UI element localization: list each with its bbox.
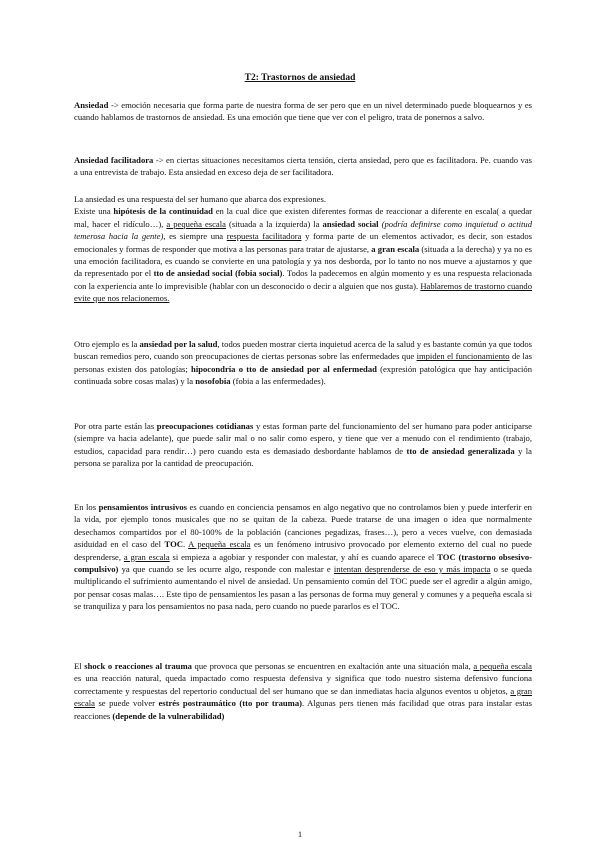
text-run: y estas forman parte del funcionamiento del ser humano para poder anticiparse (siempre va hacia adelante), que puede salir mal o no salir como espero, y tiene que ver a menudo con el rendimiento (trabajo, estudios, capacidad para rendir…) pero cuando esta es demasiado desbordante hablamos de (74, 421, 532, 456)
text-run: Por otra parte están las (74, 421, 157, 431)
underlined-text: A pequeña escala (188, 539, 251, 550)
paragraph-hipotesis-continuidad (74, 193, 532, 305)
bold-term: ansiedad social (322, 218, 379, 229)
paragraph-ansiedad-salud (74, 338, 532, 388)
text-run: ya que cuando se les ocurre algo, responde con malestar e (118, 564, 334, 575)
text-run: es cuando en conciencia pensamos en algo negativo que no controlamos bien y puede interferir en la vida, por ejemplo tonos musicales que no se quitan de la cabeza. Puede tratarse de una imagen o idea que normalmente desechamos compartidos por el 80-100% de la población (canciones pegadizas, frases…), pero a veces vuelve, con demasiada asiduidad en el caso del (74, 502, 532, 550)
underlined-text: a gran escala (74, 685, 532, 709)
bold-term: shock o reacciones al trauma (84, 661, 192, 671)
text-run: y forma parte de un elementos activador, es decir, son estados emocionales y formas de responder que motiva a las personas para tratar de ajustarse, (74, 231, 533, 254)
text-run: es una reacción natural, queda impactado como respuesta defensiva y significa que todo nuestro sistema defensivo funciona correctamente y respuestas del repertorio conductual del ser humano que se dan inmediatas hacia algunos eventos u objetos, (74, 673, 532, 696)
text-run: (expresión patológica que hay anticipación continuada sobre cosas malas) y la (74, 363, 532, 387)
text-run: es un fenómeno intrusivo provocado por elemento externo del cual no puede desprenderse, (74, 539, 532, 562)
text-run: (situada a la izquierda) la (225, 218, 323, 229)
underlined-text: a pequeña escala (473, 661, 532, 671)
italic-text: (podría definirse como inquietud o actitud temerosa hacia la gente) (74, 218, 532, 242)
bold-term: preocupaciones cotidianas (156, 421, 254, 431)
bold-term: hipocondría o tto de ansiedad por al enfermedad (191, 363, 377, 374)
bold-term: TOC (164, 539, 183, 550)
text-run: y la persona se paraliza por la cantidad de preocupación. (74, 445, 532, 469)
underlined-text: Hablaremos de trastorno cuando evite que nos relacionemos. (74, 280, 532, 304)
underlined-text: respuesta facilitadora (226, 231, 302, 242)
text-run: , es siempre una (163, 231, 227, 242)
text-run: -> emoción necesaria que forma parte de nuestra forma de ser pero que en un nivel determinado puede bloquearnos y es cuando hablamos de trastornos de ansiedad. Es una emoción que tiene que ver con el peligro, trata de ponernos a salvo. (74, 100, 532, 123)
text-run: -> en ciertas situaciones necesitamos cierta tensión, cierta ansiedad, pero que es facilitadora. Pe. cuando vas a una entrevista de trabajo. Esta ansiedad en exceso deja de ser facilitadora. (74, 155, 532, 178)
bold-term: Ansiedad facilitadora (74, 155, 154, 165)
text-run: . Algunas pers tienen más facilidad que otras para instalar estas reacciones (74, 698, 533, 721)
paragraph-ansiedad-facilitadora (74, 154, 532, 179)
underlined-text: a gran escala (123, 551, 170, 562)
bold-term: ansiedad por la salud (139, 339, 218, 349)
text-run: . (182, 539, 189, 550)
text-run: , todos pueden mostrar cierta inquietud acerca de la salud y es bastante común ya que todos buscan remedios pero, cuando son preocupaciones de ciertas personas sobre las enfermedades que (74, 339, 532, 362)
bold-term: Ansiedad (74, 100, 109, 110)
text-run: (fobia a las enfermedades). (230, 376, 326, 387)
bold-term: pensamientos intrusivos (98, 502, 188, 512)
page-number: 1 (297, 829, 303, 839)
text-run: La ansiedad es una respuesta del ser humano que abarca dos expresiones. (74, 194, 326, 204)
text-run: se puede volver (95, 698, 159, 709)
paragraph-pensamientos-intrusivos (74, 501, 532, 613)
text-run: si empieza a agobiar y responder con malestar, y ahí es cuando aparece el (169, 551, 438, 562)
paragraph-preocupaciones-cotidianas (74, 420, 532, 470)
underlined-text: impiden el funcionamiento (416, 351, 510, 362)
text-run: El (74, 661, 85, 671)
underlined-text: a pequeña escala (166, 218, 226, 229)
bold-term: tto de ansiedad generalizada (406, 445, 515, 456)
text-run: que provoca que personas se encuentren en exaltación ante una situación mala, (191, 661, 474, 671)
text-run: Otro ejemplo es la (74, 339, 140, 349)
bold-term: estrés postraumático (tto por trauma) (158, 698, 302, 709)
paragraph-shock-trauma (74, 660, 532, 722)
bold-term: a gran escala (371, 243, 420, 254)
text-run: . Todos la padecemos en algún momento y es una respuesta relacionada con la experiencia ante lo imprevisible (hablar con un desconocido o decir a alguien que nos gusta). (74, 268, 532, 291)
bold-term: tto de ansiedad social (fobia social) (153, 268, 283, 279)
bold-term: (depende de la vulnerabilidad) (112, 710, 225, 721)
underlined-text: intentan desprenderse de eso y más impacta (333, 564, 491, 575)
text-run: Existe una (74, 206, 114, 217)
text-run: en la cual dice que existen diferentes formas de reaccionar a diferente en escala( a quedar mal, hacer el ridículo…), (74, 206, 532, 229)
bold-term: TOC (trastorno obsesivo-compulsivo) (74, 551, 533, 575)
text-run: (situada a la derecha) y ya no es una emoción facilitadora, es cuando se convierte en una patología y ya nos desborda, por lo tanto no nos mueve a ajustarnos y que da representado por el (74, 243, 532, 279)
document-title: T2: Trastornos de ansiedad (244, 73, 356, 83)
paragraph-ansiedad (74, 99, 532, 124)
bold-term: nosofobia (195, 376, 231, 387)
text-run: o se queda multiplicando el sufrimiento aumentando el nivel de ansiedad. Un pensamiento común del TOC puede ser el agredir a algún amigo, por pensar cosas malas…. Este tipo de pensamientos les pasan a las personas de forma muy general y comunes y a pequeña escala si se tranquiliza y para los pensamientos no pasa nada, pero cuando no puede pararlos es el TOC. (74, 564, 532, 612)
bold-term: hipótesis de la continuidad (113, 206, 213, 217)
text-run: En los (74, 502, 99, 512)
text-run: de las personas existen dos patologías; (74, 351, 532, 374)
